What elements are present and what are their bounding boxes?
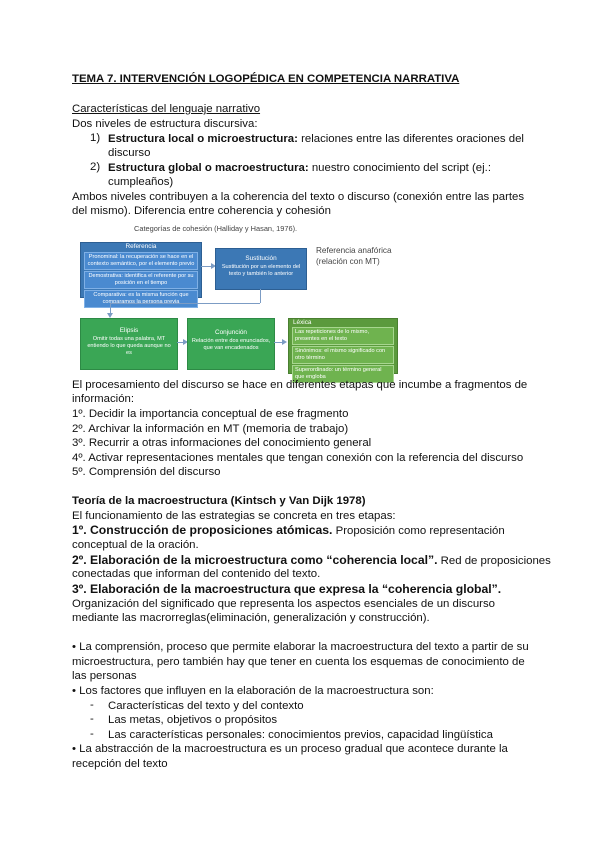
arrow-head: [282, 339, 287, 345]
box-title: Elipsis: [119, 327, 139, 334]
box-lexica: [288, 318, 398, 380]
intro-text: Dos niveles de estructura discursiva:: [72, 118, 258, 130]
stage-1: [72, 523, 505, 539]
list-item-continuation: discurso: [108, 147, 151, 159]
step-item: 4º. Activar representaciones mentales que tengan conexión con la referencia del discurso: [72, 452, 524, 464]
box-title: Referencia: [125, 243, 157, 250]
step-item: 1º. Decidir la importancia conceptual de ese fragmento: [72, 408, 349, 420]
paragraph-line: El procesamiento del discurso se hace en diferentes etapas que incumbe a fragmentos de: [72, 379, 528, 391]
box-elipsis: [80, 318, 178, 370]
bullet-comprehension: • La comprensión, proceso que permite elaborar la macroestructura del texto a partir de su: [72, 641, 529, 653]
paragraph-line: información:: [72, 393, 135, 405]
factor-item: Características del texto y del contexto: [108, 700, 304, 712]
box-text: Omitir todas una palabra, MT entiendo lo que queda aunque no es: [87, 336, 171, 356]
paragraph-line: Organización del significado que representa los aspectos esenciales de un discurso: [72, 598, 495, 610]
step-item: 2º. Archivar la información en MT (memoria de trabajo): [72, 423, 349, 435]
paragraph-line: conceptual de la oración.: [72, 539, 199, 551]
box-title: Conjunción: [215, 329, 247, 336]
bullet-abstraction: • La abstracción de la macroestructura es un proceso gradual que acontece durante la: [72, 743, 508, 755]
dash-marker: -: [90, 699, 94, 711]
term: Estructura local o microestructura:: [108, 133, 298, 145]
box-referencia: [80, 242, 202, 305]
stage-title: 3º. Elaboración de la macroestructura que expresa la “coherencia global”.: [72, 582, 502, 596]
paragraph-line: microestructura, pero también hay que tener en cuenta los esquemas de conocimiento de: [72, 656, 525, 668]
dash-marker: -: [90, 713, 94, 725]
box-line: Demostrativa: identifica el referente por su posición en el tiempo: [84, 271, 198, 289]
list-item-continuation: cumpleaños): [108, 176, 174, 188]
list-number: 1): [90, 132, 101, 144]
arrow-connector: [260, 289, 261, 303]
section-heading-macrostructure: Teoría de la macroestructura (Kintsch y Van Dijk 1978): [72, 495, 366, 507]
box-conjuncion: [187, 318, 275, 370]
box-line: Pronominal: la recuperación se hace en el contexto semántico, por el elemento previo: [84, 252, 198, 270]
stage-text: Proposición como representación: [332, 525, 505, 537]
step-item: 3º. Recurrir a otras informaciones del conocimiento general: [72, 437, 372, 449]
paragraph-line: mediante las macrorreglas(eliminación, generalización y construcción).: [72, 612, 430, 624]
box-line: Comparativa: es la misma función que comparamos la persona previa: [84, 290, 198, 308]
box-title: Léxica: [293, 319, 312, 326]
list-item-microstructure: [108, 132, 524, 147]
paragraph-line: El funcionamiento de las estrategias se concreta en tres etapas:: [72, 510, 396, 522]
term: Estructura global o macroestructura:: [108, 162, 309, 174]
paragraph-line: Ambos niveles contribuyen a la coherencia del texto o discurso (conexión entre las partes: [72, 191, 525, 203]
box-line: Las repeticiones de lo mismo, presentes en el texto: [292, 327, 394, 345]
paragraph-line: del mismo). Diferencia entre coherencia y cohesión: [72, 205, 331, 217]
list-number: 2): [90, 161, 101, 173]
factor-item: Las metas, objetivos o propósitos: [108, 714, 278, 726]
note-line: Referencia anafórica: [316, 246, 392, 255]
note-line: (relación con MT): [316, 256, 380, 266]
dash-marker: -: [90, 728, 94, 740]
paragraph-line: conectadas que informan del contenido del texto.: [72, 568, 321, 580]
factor-item: Las características personales: conocimientos previos, capacidad lingüística: [108, 729, 493, 741]
paragraph-line: las personas: [72, 670, 137, 682]
referencia-anaforica-note: [316, 246, 392, 267]
step-item: 5º. Comprensión del discurso: [72, 466, 221, 478]
stage-text: Red de proposiciones: [437, 555, 551, 567]
paragraph-line: recepción del texto: [72, 758, 168, 770]
document-title: TEMA 7. INTERVENCIÓN LOGOPÉDICA EN COMPETENCIA NARRATIVA: [72, 73, 460, 85]
box-text: Sustitución por un elemento del texto y también lo anterior: [221, 264, 301, 277]
arrow-connector: [110, 303, 260, 304]
box-title: Sustitución: [245, 255, 277, 262]
list-item-macrostructure: [108, 161, 491, 176]
box-sustitucion: [215, 248, 307, 290]
diagram-caption: Categorías de cohesión (Halliday y Hasan, 1976).: [134, 224, 298, 233]
stage-3: [72, 582, 501, 598]
definition: relaciones entre las diferentes oraciones del: [297, 133, 524, 145]
box-text: Relación entre dos enunciados, que van encadenados: [191, 338, 271, 351]
section-heading-narrative: Características del lenguaje narrativo: [72, 103, 261, 115]
stage-title: 1º. Construcción de proposiciones atómicas.: [72, 523, 333, 537]
box-line: Superordinado: un término general que engloba: [292, 365, 394, 383]
box-line: Sinónimos: el mismo significado con otro término: [292, 346, 394, 364]
stage-title: 2º. Elaboración de la microestructura como “coherencia local”.: [72, 553, 438, 567]
definition: nuestro conocimiento del script (ej.:: [308, 162, 491, 174]
bullet-factors: • Los factores que influyen en la elaboración de la macroestructura son:: [72, 685, 434, 697]
